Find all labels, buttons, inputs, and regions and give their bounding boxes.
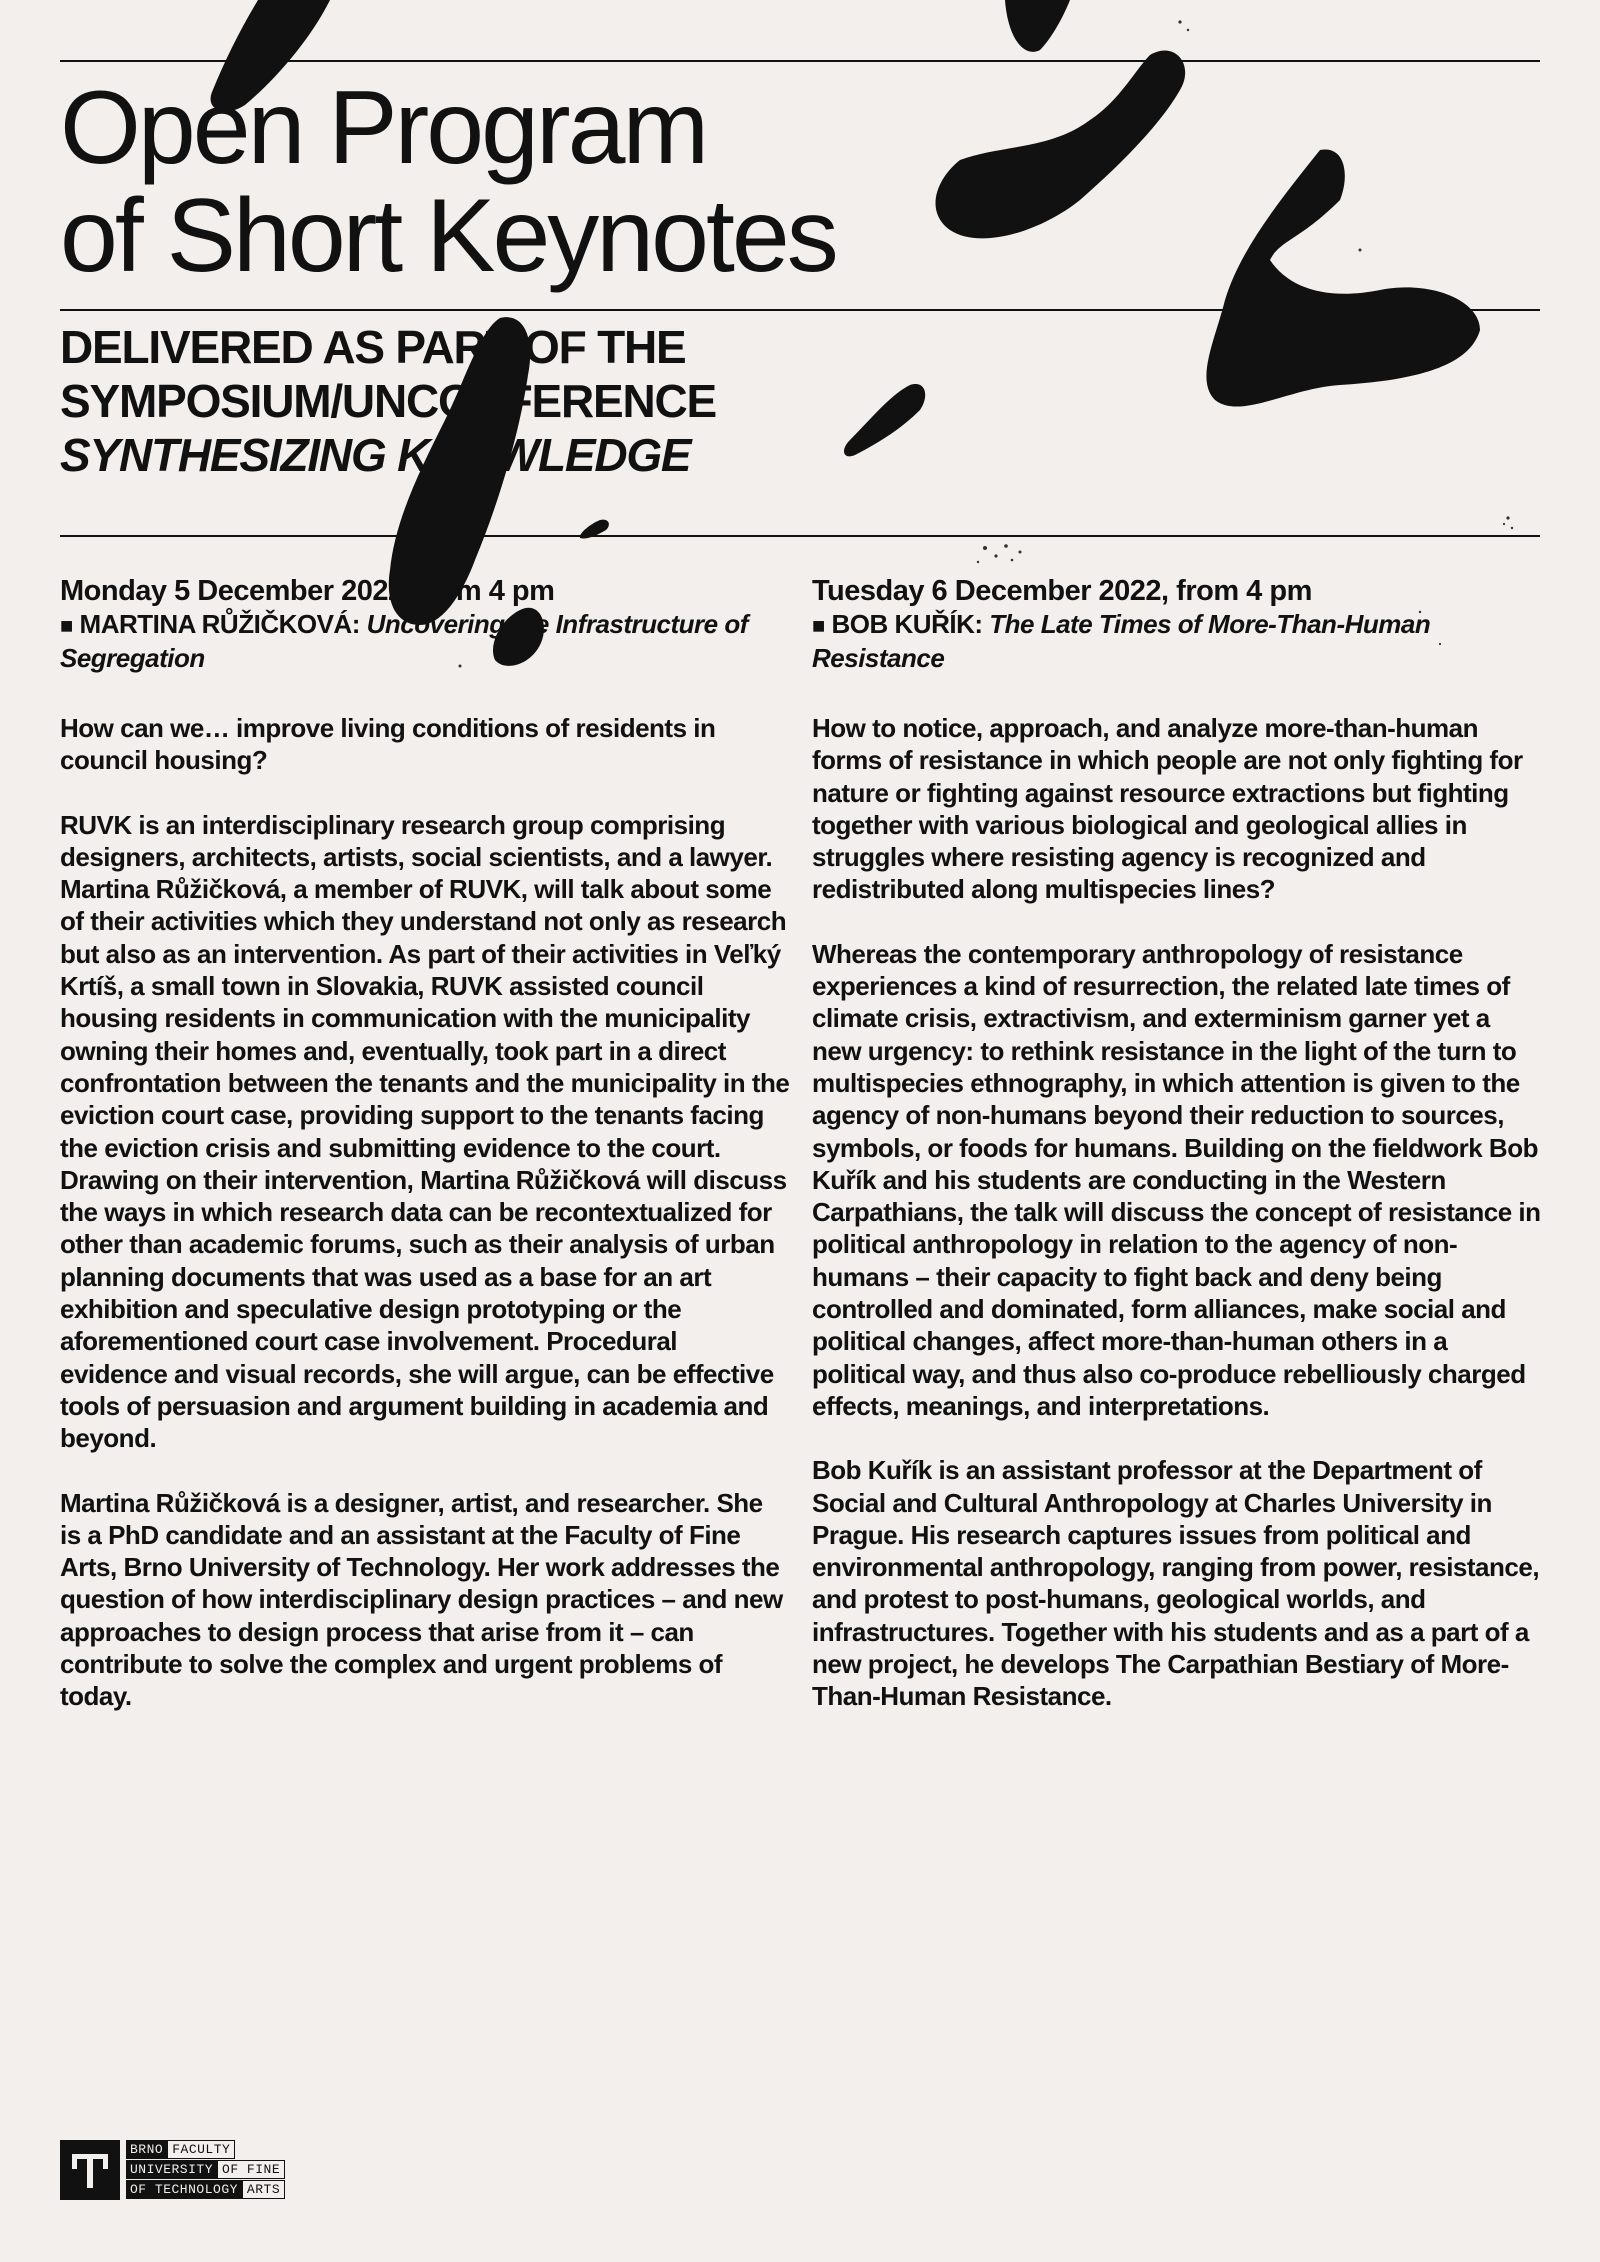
subtitle-rule [60, 535, 1540, 537]
event-paragraph: How can we… improve living conditions of residents in council housing? [60, 713, 716, 776]
event-speaker [60, 608, 790, 674]
title-line-2: of Short Keynotes [60, 178, 836, 294]
speaker-name: MARTINA RŮŽIČKOVÁ: [79, 609, 360, 639]
university-logo [60, 2140, 285, 2200]
subtitle [60, 320, 716, 482]
event-paragraph: Martina Růžičková is a designer, artist, and researcher. She is a PhD candidate and an assistant at the Faculty of Fine Arts, Brno University of Technology. Her work addresses the question of how interdisciplinary design practices – and new approaches to design process that arise from it – can contribute to solve the complex and urgent problems of today. [60, 1487, 783, 1712]
talk-title: The Late Times of More-Than-Human Resistance [812, 609, 1431, 673]
speaker-name: BOB KUŘÍK: [831, 609, 983, 639]
title-line-1: Open Program [60, 70, 707, 186]
university-logo-icon [60, 2140, 120, 2200]
title-rule [60, 309, 1540, 311]
subtitle-line-1: DELIVERED AS PART OF THE [60, 321, 686, 373]
event-column-monday [60, 574, 790, 1745]
logo-text-of-fine: OF FINE [217, 2160, 285, 2179]
event-date: Tuesday 6 December 2022, from 4 pm [812, 575, 1312, 607]
logo-text-of-technology: OF TECHNOLOGY [126, 2180, 242, 2199]
logo-text-university: UNIVERSITY [126, 2160, 217, 2179]
event-paragraph: Bob Kuřík is an assistant professor at the Department of Social and Cultural Anthropology at Charles University in Prague. His research captures issues from political and environmental anthropology, ranging from power, resistance, and protest to post-humans, geological worlds, and infrastructures. Together with his students and as a part of a new project, he develops The Carpathian Bestiary of More-Than-Human Resistance. [812, 1455, 1540, 1712]
square-bullet-icon: ■ [60, 613, 73, 638]
event-column-tuesday [812, 574, 1542, 1745]
event-paragraph: RUVK is an interdisciplinary research group comprising designers, architects, artists, social scientists, and a lawyer. Martina Růžičková, a member of RUVK, will talk about some of their activities which they understand not only as research but also as an intervention. As part of their activities in Veľký Krtíš, a small town in Slovakia, RUVK assisted council housing residents in communication with the municipality owning their homes and, eventually, took part in a direct confrontation between the tenants and the municipality in the eviction court case, providing support to the tenants facing the eviction crisis and submitting evidence to the court. Drawing on their intervention, Martina Růžičková will discuss the ways in which research data can be recontextualized for other than academic forums, such as their analysis of urban planning documents that was used as a base for an art exhibition and speculative design prototyping or the aforementioned court case involvement. Procedural evidence and visual records, she will argue, can be effective tools of persuasion and argument building in academia and beyond. [60, 809, 790, 1454]
logo-text-faculty: FACULTY [167, 2140, 235, 2159]
top-rule [60, 60, 1540, 62]
logo-text-arts: ARTS [242, 2180, 285, 2199]
event-paragraph: Whereas the contemporary anthropology of resistance experiences a kind of resurrection, the related late times of climate crisis, extractivism, and exterminism garner yet a new urgency: to rethink resistance in the light of the turn to multispecies ethnography, in which attention is given to the agency of non-humans beyond their reduction to sources, symbols, or foods for humans. Building on the fieldwork Bob Kuřík and his students are conducting in the Western Carpathians, the talk will discuss the concept of resistance in political anthropology in relation to the agency of non-humans – their capacity to fight back and deny being controlled and dominated, form alliances, make social and political changes, affect more-than-human others in a political way, and thus also co-produce rebelliously charged effects, meanings, and interpretations. [812, 938, 1541, 1421]
event-speaker [812, 608, 1542, 674]
square-bullet-icon: ■ [812, 613, 825, 638]
event-paragraph: How to notice, approach, and analyze more-than-human forms of resistance in which people are not only fighting for nature or fighting against resource extractions but fighting together with various biological and geological allies in struggles where resisting agency is recognized and redistributed along multispecies lines? [812, 713, 1523, 905]
subtitle-line-2: SYMPOSIUM/UNCONFERENCE [60, 375, 716, 427]
page-title [60, 70, 836, 294]
talk-title: Uncovering the Infrastructure of Segregation [60, 609, 748, 673]
subtitle-italic-line: SYNTHESIZING KNOWLEDGE [60, 429, 691, 481]
logo-wordmark [126, 2140, 285, 2200]
event-date: Monday 5 December 2022, from 4 pm [60, 575, 555, 607]
logo-text-brno: BRNO [126, 2140, 167, 2159]
